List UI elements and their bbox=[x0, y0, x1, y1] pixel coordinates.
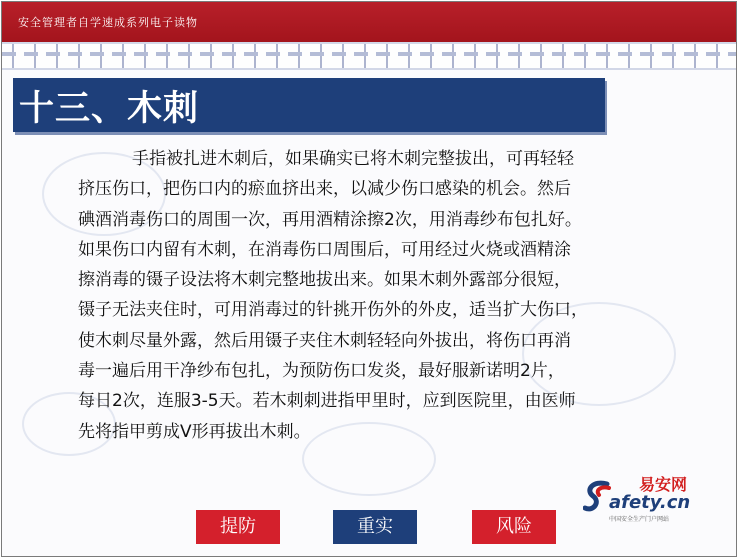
body-paragraph bbox=[78, 144, 698, 447]
body-line: 镊子无法夹住时，可用消毒过的针挑开伤外的外皮，适当扩大伤口， bbox=[78, 300, 588, 321]
body-line: 使木刺尽量外露，然后用镊子夹住木刺轻轻向外拔出，将伤口再消 bbox=[78, 330, 571, 351]
decorative-fret-pattern bbox=[2, 52, 736, 56]
body-line: 先将指甲剪成V形再拔出木刺。 bbox=[78, 421, 311, 442]
body-line: 挤压伤口，把伤口内的瘀血挤出来，以减少伤口感染的机会。然后 bbox=[78, 179, 571, 200]
body-line: 擦消毒的镊子设法将木刺完整地拔出来。如果木刺外露部分很短， bbox=[78, 270, 571, 291]
slide-frame bbox=[1, 1, 737, 557]
nav-risk-button[interactable]: 风险 bbox=[472, 510, 556, 544]
body-line: 毒一遍后用干净纱布包扎，为预防伤口发炎，最好服新诺明2片， bbox=[78, 361, 565, 382]
decorative-fret-border bbox=[2, 42, 736, 70]
body-line: 手指被扎进木刺后，如果确实已将木刺完整拔出，可再轻轻 bbox=[132, 149, 574, 169]
series-title: 安全管理者自学速成系列电子读物 bbox=[18, 16, 198, 29]
body-line: 如果伤口内留有木刺，在消毒伤口周围后，可用经过火烧或酒精涂 bbox=[78, 239, 571, 260]
safety-logo bbox=[583, 472, 703, 524]
heading-bar bbox=[13, 78, 605, 132]
nav-practice-button[interactable]: 重实 bbox=[333, 510, 417, 544]
body-line: 碘酒消毒伤口的周围一次，再用酒精涂擦2次，用消毒纱布包扎好。 bbox=[78, 209, 582, 230]
logo-domain: afety.cn bbox=[609, 492, 691, 513]
body-line: 每日2次，连服3-5天。若木刺刺进指甲里时，应到医院里，由医师 bbox=[78, 391, 576, 412]
logo-tagline: 中国安全生产门户网站 bbox=[609, 516, 670, 523]
slide-heading: 十三、木刺 bbox=[19, 89, 200, 129]
nav-prevention-button[interactable]: 提防 bbox=[196, 510, 280, 544]
logo-name: 易安网 bbox=[639, 475, 688, 494]
header-bar bbox=[2, 2, 736, 42]
